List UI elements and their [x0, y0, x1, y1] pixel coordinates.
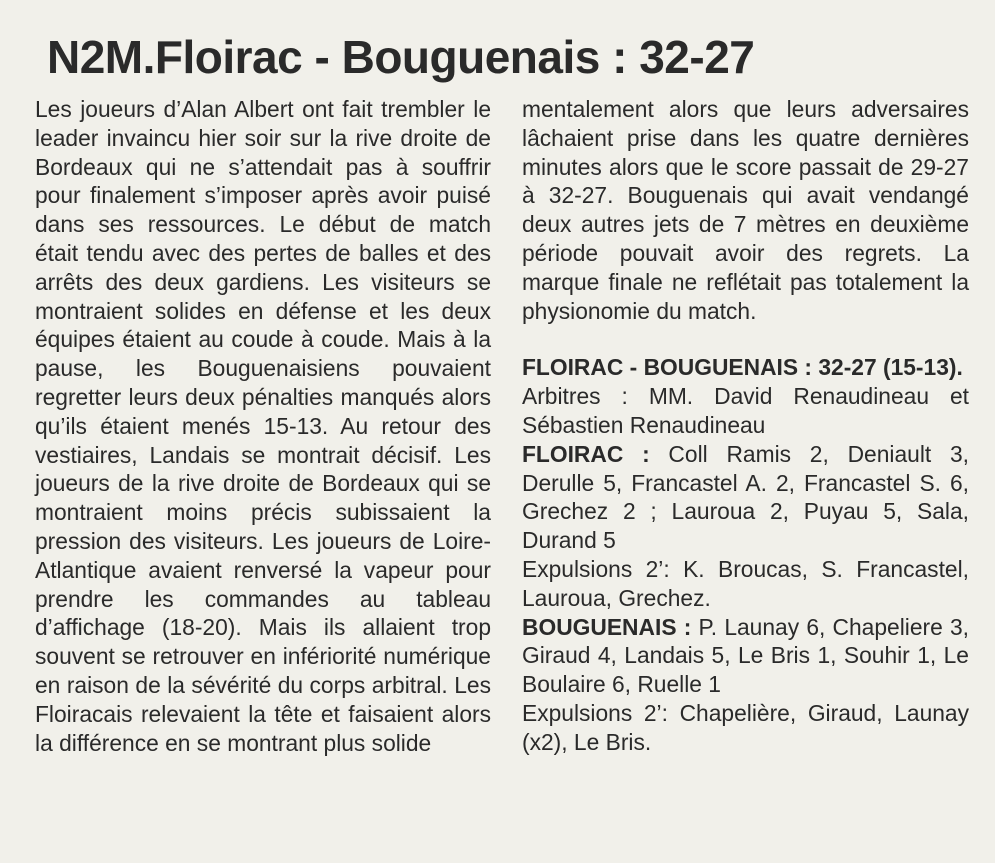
article-column-left — [35, 95, 491, 757]
floirac-players: Coll Ramis 2, Deniault 3, Derulle 5, Francastel A. 2, Francastel S. 6, Grechez 2 ; Lauroua 2, Puyau 5, Sala, Durand 5 — [522, 440, 969, 554]
bouguenais-players: P. Launay 6, Chapeliere 3, Giraud 4, Landais 5, Le Bris 1, Souhir 1, Le Boulaire 6, Ruelle 1 — [522, 613, 969, 698]
bouguenais-lineup — [522, 613, 969, 699]
match-result-heading: FLOIRAC - BOUGUENAIS : 32-27 (15-13). — [522, 354, 963, 381]
article-body-left: Les joueurs d’Alan Albert ont fait trembler le leader invaincu hier soir sur la rive droite de Bordeaux qui ne s’attendait pas à souffrir pour finalement s’imposer après avoir puisé dans ses ressources. Le début de match était tendu avec des pertes de balles et des arrêts des deux gardiens. Les visiteurs se montraient solides en défense et les deux équipes étaient au coude à coude. Mais à la pause, les Bouguenaisiens pouvaient regretter leurs deux pénalties manqués alors qu’ils étaient menés 15-13. Au retour des vestiaires, Landais se montrait décisif. Les joueurs de la rive droite de Bordeaux qui se montraient moins précis subissaient la pression des visiteurs. Les joueurs de Loire-Atlantique avaient renversé la vapeur pour prendre les commandes au tableau d’affichage (18-20). Mais ils allaient trop souvent se retrouver en infériorité numérique en raison de la sévérité du corps arbitral. Les Floiracais relevaient la tête et faisaient alors la différence en se montrant plus solide — [35, 96, 491, 756]
article-column-right — [522, 95, 969, 757]
article-body-right: mentalement alors que leurs adversaires lâchaient prise dans les quatre dernières minutes alors que le score passait de 29-27 à 32-27. Bouguenais qui avait vendangé deux autres jets de 7 mètres en deuxième période pouvait avoir des regrets. La marque finale ne reflétait pas totalement la physionomie du match. — [522, 96, 969, 324]
floirac-expulsions: Expulsions 2’: K. Broucas, S. Francastel, Lauroua, Grechez. — [522, 555, 969, 611]
referees-line: Arbitres : MM. David Renaudineau et Sébastien Renaudineau — [522, 383, 969, 438]
article-title: N2M.Floirac - Bouguenais : 32-27 — [47, 31, 755, 83]
floirac-label: FLOIRAC : — [522, 440, 650, 467]
floirac-lineup — [522, 440, 969, 555]
bouguenais-expulsions: Expulsions 2’: Chapelière, Giraud, Launay (x2), Le Bris. — [522, 699, 969, 755]
section-spacer — [522, 325, 969, 353]
bouguenais-label: BOUGUENAIS : — [522, 613, 692, 640]
